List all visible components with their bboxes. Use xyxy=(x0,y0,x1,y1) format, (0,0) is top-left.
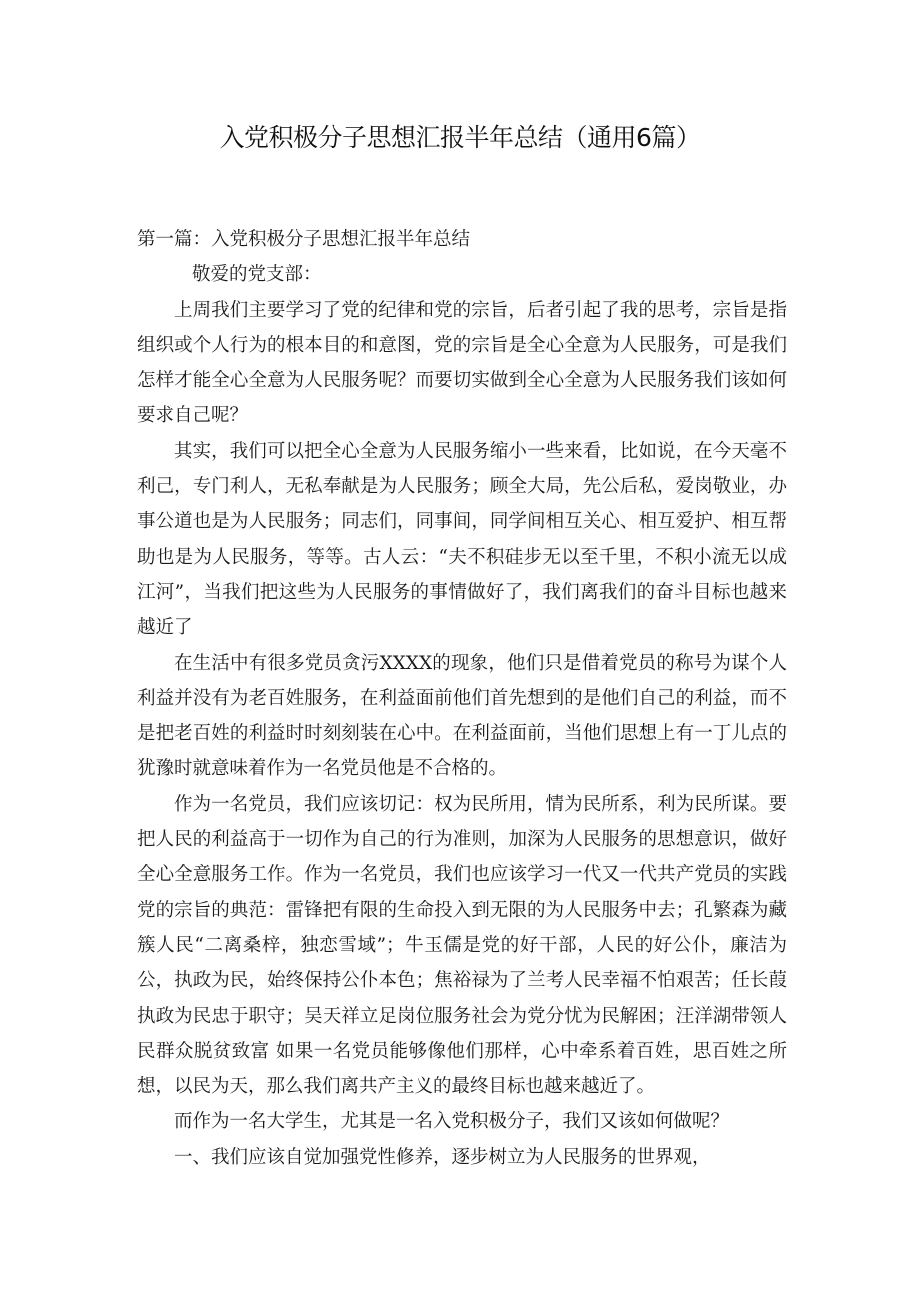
paragraph: 上周我们主要学习了党的纪律和党的宗旨，后者引起了我的思考，宗旨是指组织或个人行为的根本目的和意图，党的宗旨是全心全意为人民服务，可是我们怎样才能全心全意为人民服务呢？而要切实做到全心全意为人民服务我们该如何要求自己呢？ xyxy=(137,299,787,427)
salutation: 敬爱的党支部： xyxy=(192,264,322,286)
paragraph: 在生活中有很多党员贪污XXXX的现象，他们只是借着党员的称号为谋个人利益并没有为老百姓服务，在利益面前他们首先想到的是他们自己的利益，而不是把老百姓的利益时时刻刻装在心中。在利益面前，当他们思想上有一丁儿点的犹豫时就意味着作为一名党员他是不合格的。 xyxy=(137,652,787,780)
paragraph: 一、我们应该自觉加强党性修养，逐步树立为人民服务的世界观， xyxy=(174,1146,711,1168)
paragraph: 而作为一名大学生，尤其是一名入党积极分子，我们又该如何做呢？ xyxy=(174,1111,730,1133)
document-body xyxy=(137,222,787,1175)
document-title: 入党积极分子思想汇报半年总结（通用6篇） xyxy=(219,123,701,152)
paragraph: 作为一名党员，我们应该切记：权为民所用，情为民所系，利为民所谋。要把人民的利益高于一切作为自己的行为准则，加深为人民服务的思想意识，做好全心全意服务工作。作为一名党员，我们也应该学习一代又一代共产党员的实践党的宗旨的典范：雷锋把有限的生命投入到无限的为人民服务中去；孔繁森为藏簇人民“二离桑梓，独恋雪域”；牛玉儒是党的好干部，人民的好公仆，廉洁为公，执政为民，始终保持公仆本色；焦裕禄为了兰考人民幸福不怕艰苦；任长葭执政为民忠于职守；吴天祥立足岗位服务社会为党分忧为民解困；汪洋湖带领人民群众脱贫致富 如果一名党员能够像他们那样，心中牵系着百姓，思百姓之所想，以民为天，那么我们离共产主义的最终目标也越来越近了。 xyxy=(137,793,787,1098)
section-heading: 第一篇：入党积极分子思想汇报半年总结 xyxy=(137,229,471,250)
paragraph: 其实，我们可以把全心全意为人民服务缩小一些来看，比如说，在今天毫不利己，专门利人，无私奉献是为人民服务；顾全大局，先公后私，爱岗敬业，办事公道也是为人民服务；同志们，同事间，同学间相互关心、相互爱护、相互帮助也是为人民服务，等等。古人云：“夫不积硅步无以至千里，不积小流无以成江河”，当我们把这些为人民服务的事情做好了，我们离我们的奋斗目标也越来越近了 xyxy=(137,440,787,639)
